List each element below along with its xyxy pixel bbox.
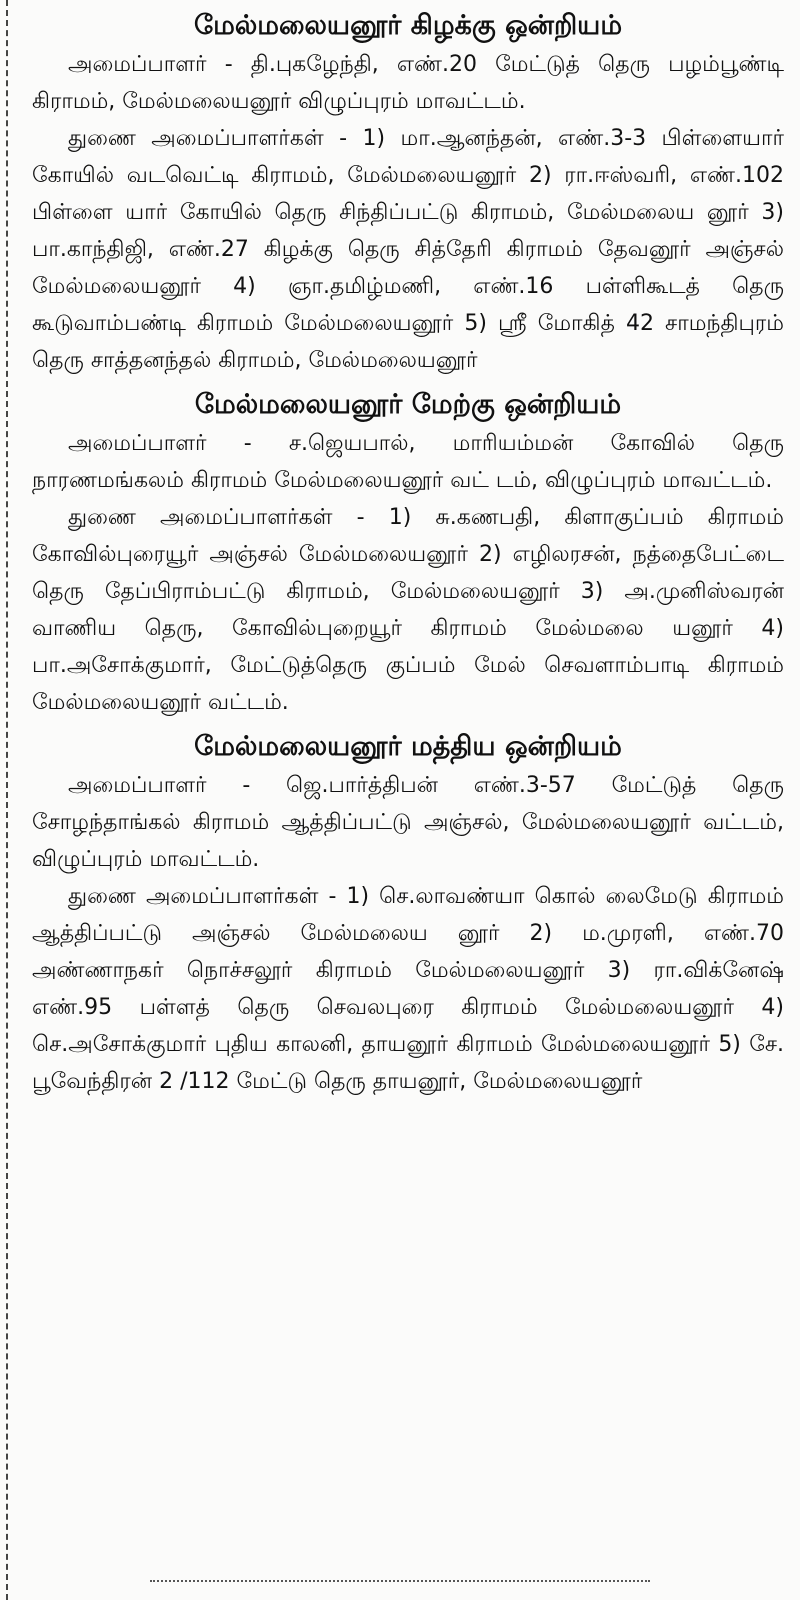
section-heading: மேல்மலையனூர் மத்திய ஒன்றியம் [194, 731, 622, 762]
section-east-union [32, 6, 784, 379]
column-divider [6, 0, 8, 1600]
section-west-union [32, 385, 784, 721]
section-heading: மேல்மலையனூர் மேற்கு ஒன்றியம் [194, 389, 622, 420]
news-column [32, 6, 784, 1100]
deputies-paragraph: துணை அமைப்பாளர்கள் - 1) செ.லாவண்யா கொல் லைமேடு கிராமம் ஆத்திப்பட்டு அஞ்சல் மேல்மலைய னூர் 2) ம.முரளி, எண்.70 அண்ணாநகர் நொச்சலூர் கிராமம் மேல்மலையனூர் 3) ரா.விக்னேஷ் எண்.95 பள்ளத் தெரு செவலபுரை கிராமம் மேல்மலையனூர் 4) செ.அசோக்குமார் புதிய காலனி, தாயனூர் கிராமம் மேல்மலையனூர் 5) சே. பூவேந்திரன் 2 /112 மேட்டு தெரு தாயனூர், மேல்மலையனூர் [32, 884, 784, 1094]
cut-off-line [150, 1580, 650, 1582]
deputies-paragraph: துணை அமைப்பாளர்கள் - 1) சு.கணபதி, கிளாகுப்பம் கிராமம் கோவில்புரையூர் அஞ்சல் மேல்மலையனூர் 2) எழிலரசன், நத்தைபேட்டை தெரு தேப்பிராம்பட்டு கிராமம், மேல்மலையனூர் 3) அ.முனிஸ்வரன் வாணிய தெரு, கோவில்புறையூர் கிராமம் மேல்மலை யனூர் 4) பா.அசோக்குமார், மேட்டுத்தெரு குப்பம் மேல் செவளாம்பாடி கிராமம் மேல்மலையனூர் வட்டம். [32, 505, 784, 715]
section-heading: மேல்மலையனூர் கிழக்கு ஒன்றியம் [193, 10, 623, 41]
section-central-union [32, 727, 784, 1100]
organizer-paragraph: அமைப்பாளர் - ச.ஜெயபால், மாரியம்மன் கோவில் தெரு நாரணமங்கலம் கிராமம் மேல்மலையனூர் வட் டம், விழுப்புரம் மாவட்டம். [32, 431, 784, 493]
organizer-paragraph: அமைப்பாளர் - ஜெ.பார்த்திபன் எண்.3-57 மேட்டுத் தெரு சோழந்தாங்கல் கிராமம் ஆத்திப்பட்டு அஞ்சல், மேல்மலையனூர் வட்டம், விழுப்புரம் மாவட்டம். [32, 773, 784, 872]
organizer-paragraph: அமைப்பாளர் - தி.புகழேந்தி, எண்.20 மேட்டுத் தெரு பழம்பூண்டி கிராமம், மேல்மலையனூர் விழுப்புரம் மாவட்டம். [32, 52, 784, 114]
deputies-paragraph: துணை அமைப்பாளர்கள் - 1) மா.ஆனந்தன், எண்.3-3 பிள்ளையார் கோயில் வடவெட்டி கிராமம், மேல்மலையனூர் 2) ரா.ஈஸ்வரி, எண்.102 பிள்ளை யார் கோயில் தெரு சிந்திப்பட்டு கிராமம், மேல்மலைய னூர் 3) பா.காந்திஜி, எண்.27 கிழக்கு தெரு சித்தேரி கிராமம் தேவனூர் அஞ்சல் மேல்மலையனூர் 4) ஞா.தமிழ்மணி, எண்.16 பள்ளிகூடத் தெரு கூடுவாம்பண்டி கிராமம் மேல்மலையனூர் 5) ஸ்ரீ மோகித் 42 சாமந்திபுரம் தெரு சாத்தனந்தல் கிராமம், மேல்மலையனூர் [32, 126, 784, 373]
